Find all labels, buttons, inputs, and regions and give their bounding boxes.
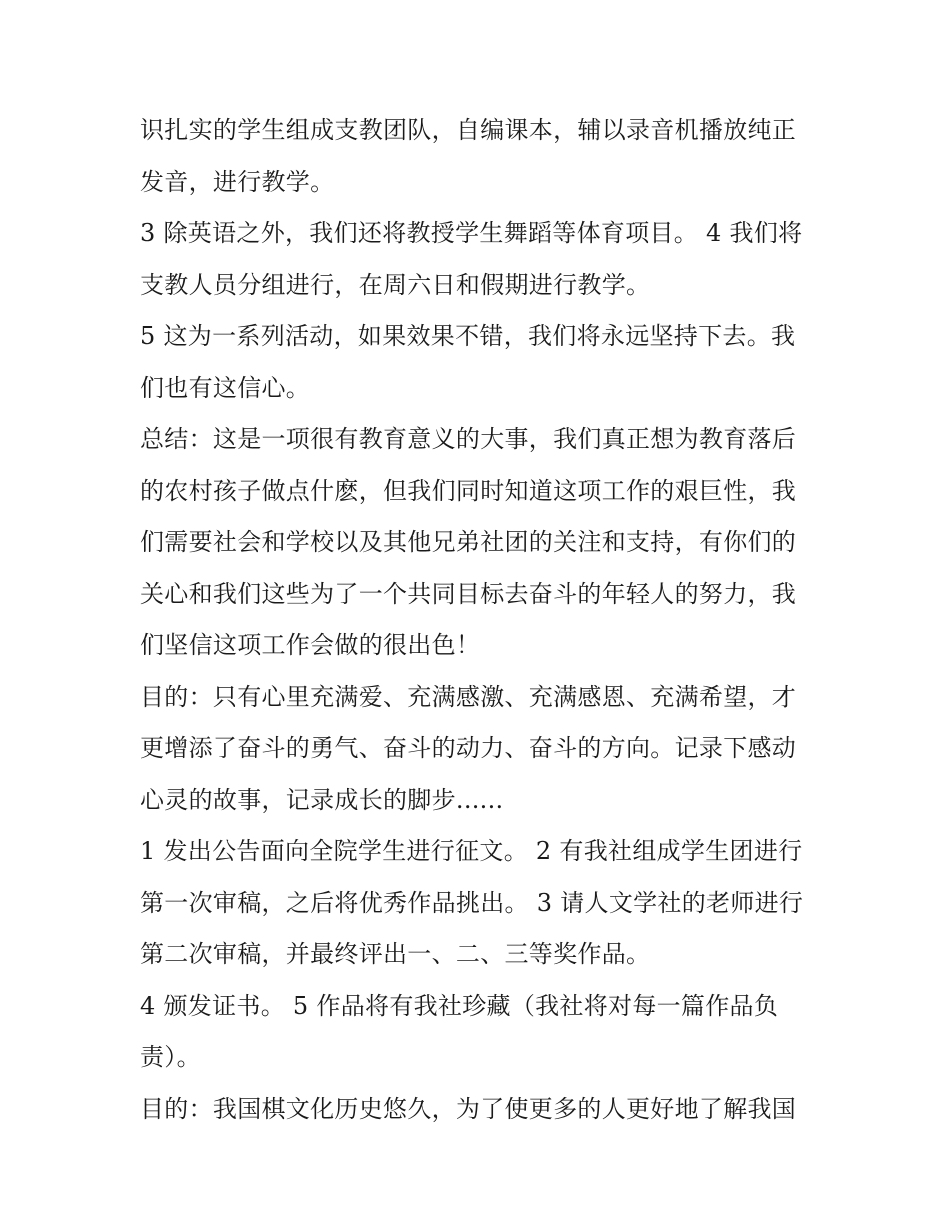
text-line: 总结：这是一项很有教育意义的大事，我们真正想为教育落后: [140, 425, 797, 453]
text-line: 支教人员分组进行，在周六日和假期进行教学。: [140, 270, 651, 299]
text-line: 责）。: [140, 1043, 201, 1071]
text-line: 们需要社会和学校以及其他兄弟社团的关注和支持，有你们的: [140, 528, 797, 556]
text-line: 目的：只有心里充满爱、充满感激、充满感恩、充满希望，才: [140, 682, 797, 711]
text-line: 心灵的故事，记录成长的脚步......: [140, 785, 504, 814]
text-line: 关心和我们这些为了一个共同目标去奋斗的年轻人的努力，我: [140, 579, 797, 608]
text-line: 3 除英语之外，我们还将教授学生舞蹈等体育项目。 4 我们将: [140, 219, 803, 247]
text-line: 识扎实的学生组成支教团队，自编课本，辅以录音机播放纯正: [140, 116, 797, 144]
text-line: 更增添了奋斗的勇气、奋斗的动力、奋斗的方向。记录下感动: [140, 734, 797, 762]
text-line: 们坚信这项工作会做的很出色！: [140, 631, 481, 659]
text-line: 5 这为一系列活动，如果效果不错，我们将永远坚持下去。我: [140, 322, 796, 350]
text-line: 4 颁发证书。 5 作品将有我社珍藏（我社将对每一篇作品负: [140, 991, 779, 1020]
text-line: 发音，进行教学。: [140, 167, 335, 196]
text-line: 目的：我国棋文化历史悠久，为了使更多的人更好地了解我国: [140, 1094, 797, 1123]
text-line: 第二次审稿，并最终评出一、二、三等奖作品。: [140, 940, 651, 968]
text-line: 们也有这信心。: [140, 373, 311, 402]
text-line: 1 发出公告面向全院学生进行征文。 2 有我社组成学生团进行: [140, 837, 803, 865]
text-line: 的农村孩子做点什麽，但我们同时知道这项工作的艰巨性，我: [140, 476, 797, 505]
body-text: [140, 105, 820, 1135]
text-line: 第一次审稿，之后将优秀作品挑出。 3 请人文学社的老师进行: [140, 888, 804, 917]
